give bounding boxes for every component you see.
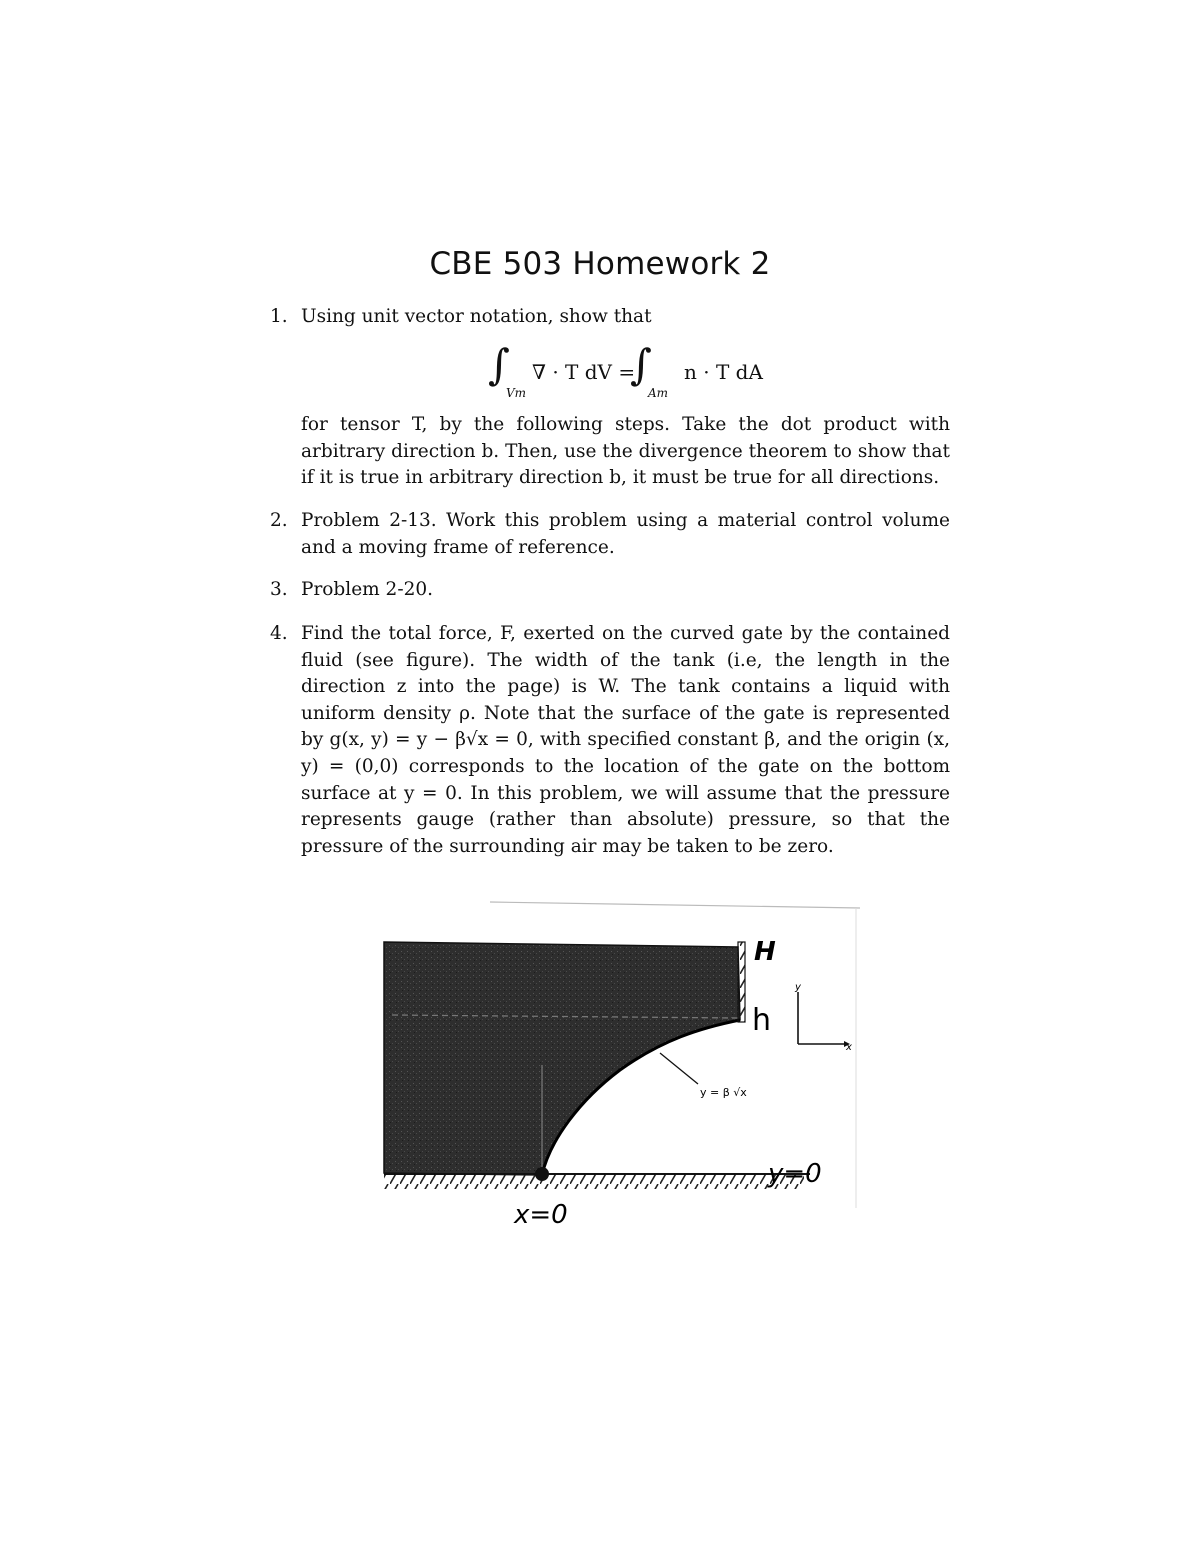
problem-number: 1.	[270, 306, 288, 327]
volume-subscript: Vm	[506, 386, 527, 400]
problem-2	[270, 508, 950, 561]
scan-edge-top	[490, 902, 860, 908]
lhs-integrand: ∇ · T dV =	[532, 360, 636, 384]
integral-sign-left: ∫	[488, 340, 510, 389]
y-zero-label: y=0	[768, 1159, 822, 1189]
gate-hinge-point	[535, 1167, 549, 1181]
curve-equation-label: y = β √x	[700, 1086, 747, 1099]
integral-sign-right: ∫	[630, 340, 652, 389]
problem-1-steps: for tensor T, by the following steps. Take the dot product with arbitrary direction b. Then, use the divergence theorem to show that if it is true in arbitrary direction b, it must be true for all directions.	[301, 414, 950, 489]
curve-leader-line	[660, 1053, 698, 1084]
contained-fluid	[384, 942, 740, 1175]
problem-number: 3.	[270, 579, 288, 600]
divergence-equation	[480, 340, 800, 404]
area-subscript: Am	[648, 386, 669, 400]
rhs-integrand: n · T dA	[684, 360, 763, 384]
height-label-h: h	[752, 1003, 772, 1038]
ground-hatching	[384, 1175, 804, 1189]
problem-number: 2.	[270, 510, 288, 531]
problem-1-intro: Using unit vector notation, show that	[301, 306, 652, 327]
x-zero-label: x=0	[514, 1200, 568, 1230]
y-axis-label: y	[795, 982, 801, 993]
problem-4	[270, 621, 950, 860]
x-axis-label: x	[846, 1042, 852, 1053]
page-title: CBE 503 Homework 2	[429, 246, 771, 282]
problem-number: 4.	[270, 623, 288, 644]
tank-gate-figure	[370, 890, 870, 1230]
problem-2-text: Problem 2-13. Work this problem using a material control volume and a moving frame of reference.	[301, 510, 950, 558]
height-label-H: H	[754, 937, 776, 967]
problem-3	[270, 577, 950, 604]
problem-1-continued	[270, 412, 950, 492]
problem-1	[270, 304, 950, 331]
problem-3-text: Problem 2-20.	[301, 579, 434, 600]
problem-4-text: Find the total force, F, exerted on the curved gate by the contained fluid (see figure). The width of the tank (i.e, the length in the direction z into the page) is W. The tank contains a liquid with uniform density ρ. Note that the surface of the gate is represented by g(x, y) = y − β√x = 0, with specified constant β, and the origin (x, y) = (0,0) corresponds to the location of the gate on the bottom surface at y = 0. In this problem, we will assume that the pressure represents gauge (rather than absolute) pressure, so that the pressure of the surrounding air may be taken to be zero.	[301, 623, 950, 857]
gate-wall	[738, 942, 745, 1022]
